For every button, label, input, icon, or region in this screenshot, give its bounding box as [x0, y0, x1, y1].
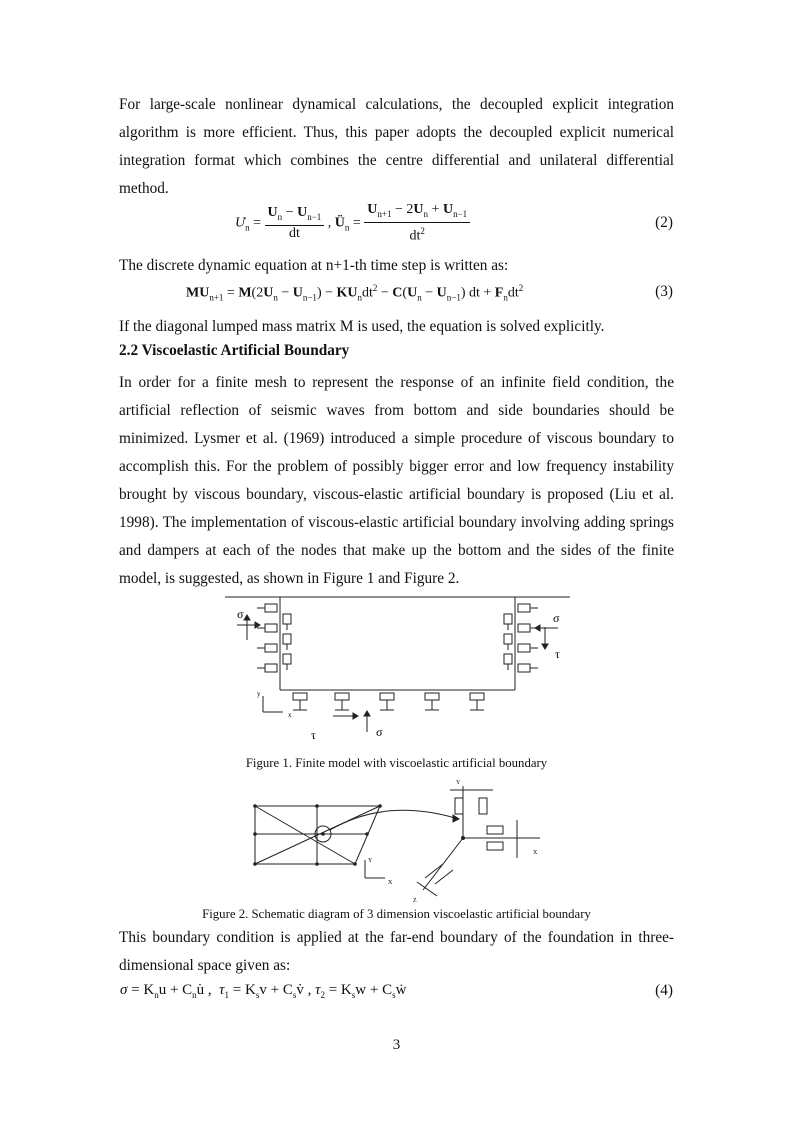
fig2-axis-x: X	[533, 850, 538, 856]
fig1-tau-right: τ	[555, 647, 560, 661]
equation-4-number: (4)	[655, 982, 673, 999]
equation-2-number: (2)	[655, 214, 673, 231]
fig1-axis-y: y	[257, 690, 261, 698]
equation-2: $U_n$ = $\frac{U_n - U_{n-1}}{dt}$ , $Ü_n$ = $\frac{U_{n+1} - 2U_n + U_{n-1}}{dt^2}$	[235, 202, 470, 244]
fig1-sigma-bottom: σ	[376, 725, 383, 739]
section-heading: 2.2 Viscoelastic Artificial Boundary	[119, 342, 350, 359]
discrete-equation-intro: The discrete dynamic equation at n+1-th time step is written as:	[119, 257, 509, 274]
equation-4: $\sigma = K_nu$ + $C_nu̇$ , $\tau_1 = K_sv$ + $C_sv̇$ , $\tau_2 = K_sw$ + $C_sẇ$	[120, 982, 407, 1000]
equation-3-number: (3)	[655, 283, 673, 300]
fig1-tau-bottom: τ	[311, 728, 316, 742]
lumped-mass-sentence: If the diagonal lumped mass matrix M is used, the equation is solved explicitly.	[119, 318, 605, 335]
page-number: 3	[392, 1037, 401, 1053]
fig1-sigma-right: σ	[553, 611, 560, 625]
figure-2-caption: Figure 2. Schematic diagram of 3 dimension viscoelastic artificial boundary	[202, 907, 591, 921]
fig2-small-y: Y	[368, 858, 373, 864]
fig1-axis-x: x	[288, 711, 292, 719]
fig2-axis-z: Z	[413, 898, 417, 904]
far-end-boundary-paragraph: This boundary condition is applied at the far-end boundary of the foundation in three-dimensional space given as:	[119, 929, 674, 974]
equation-3: $MU_{n+1} = M(2U_n - U_{n-1}) - KU_ndt^2 - C(U_n - U_{n-1})$ dt + $F_ndt^2$	[186, 283, 524, 303]
figure-2-diagram	[235, 778, 555, 906]
fig1-sigma-left: σ	[237, 607, 244, 621]
figure-1-caption: Figure 1. Finite model with viscoelastic artificial boundary	[245, 756, 548, 770]
fig2-small-x: X	[388, 880, 393, 886]
fig2-axis-y: Y	[456, 780, 461, 786]
boundary-paragraph: In order for a finite mesh to represent the response of an infinite field condition, the artificial reflection of seismic waves from bottom and side boundaries should be minimized. Lysmer et al. (1969) introduced a simple procedure of viscous boundary to accomplish this. For the problem of possibly bigger error and low frequency instability brought by viscous boundary, viscous-elastic artificial boundary is proposed (Liu et al. 1998). The implementation of viscous-elastic artificial boundary involving adding springs and dampers at each of the nodes that make up the bottom and the sides of the finite model, is suggested, as shown in Figure 1 and Figure 2.	[119, 374, 674, 587]
intro-paragraph: For large-scale nonlinear dynamical calculations, the decoupled explicit integration algorithm is more efficient. Thus, this paper adopts the decoupled explicit numerical integration format which combines the centre differential and unilateral differential method.	[119, 96, 674, 197]
figure-1-diagram	[225, 592, 570, 752]
